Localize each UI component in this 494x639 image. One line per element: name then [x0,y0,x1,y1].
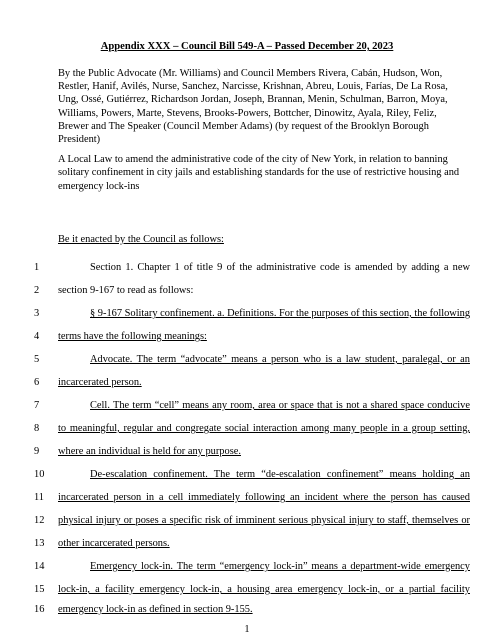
bill-text-line: to meaningful, regular and congregate social interaction among many people in a group setting, [58,423,470,434]
document-title: Appendix XXX – Council Bill 549-A – Passed December 20, 2023 [100,41,394,52]
line-number: 13 [34,538,45,549]
intro-line: Brewer and The Speaker (Council Member Adams) (by request of the Brooklyn Borough [58,120,429,132]
bill-text-line: lock-in, a facility emergency lock-in, a housing area emergency lock-in, or a partial facility [58,584,470,595]
line-number: 5 [34,354,40,365]
bill-text-line: Cell. The term “cell” means any room, area or space that is not a shared space conducive [90,400,470,411]
enacting-clause: Be it enacted by the Council as follows: [58,234,224,245]
bill-text-line: incarcerated person. [58,377,142,388]
bill-text-line: incarcerated person in a cell immediately following an incident where the person has caused [58,492,470,503]
intro-line: A Local Law to amend the administrative code of the city of New York, in relation to banning [58,154,448,166]
intro-line: Ung, Ossé, Gutiérrez, Richardson Jordan, Joseph, Brannan, Menin, Schulman, Barron, Moya, [58,94,448,106]
intro-spacer [58,146,478,153]
line-number: 14 [34,561,45,572]
intro-line: Williams, Powers, Marte, Stevens, Brooks-Powers, Bottcher, Dinowitz, Ayala, Riley, Feliz, [58,107,437,119]
page-number: 1 [244,624,250,635]
bill-text-line: physical injury or poses a specific risk of imminent serious physical injury to staff, themselves or [58,515,470,526]
intro-line: By the Public Advocate (Mr. Williams) and Council Members Rivera, Cabán, Hudson, Won, [58,68,443,79]
line-number: 8 [34,423,40,434]
line-number: 11 [34,492,45,503]
line-number: 1 [34,262,40,273]
line-number: 12 [34,515,45,526]
bill-text-line: terms have the following meanings: [58,331,207,342]
line-number: 16 [34,604,45,615]
line-number: 2 [34,285,40,296]
bill-text-line: section 9-167 to read as follows: [58,285,194,296]
bill-text-line: De-escalation confinement. The term “de-escalation confinement” means holding an [90,469,470,480]
line-number: 9 [34,446,40,457]
line-number: 7 [34,400,40,411]
line-number: 6 [34,377,40,388]
bill-text-line: Emergency lock-in. The term “emergency lock-in” means a department-wide emergency [90,561,470,572]
line-number: 10 [34,469,45,480]
intro-line: Restler, Hanif, Avilés, Nurse, Sanchez, Narcisse, Krishnan, Abreu, Louis, Farías, De La Rosa, [58,81,448,93]
bill-text-line: emergency lock-in as defined in section 9-155. [58,604,253,615]
intro-line: solitary confinement in city jails and establishing standards for the use of restrictive housing and [58,167,460,179]
bill-text-line: § 9-167 Solitary confinement. a. Definitions. For the purposes of this section, the following [90,308,471,319]
bill-text-line: Advocate. The term “advocate” means a person who is a law student, paralegal, or an [90,354,470,365]
bill-intro [58,67,478,193]
bill-text-line: where an individual is held for any purpose. [58,446,241,457]
intro-line: President) [58,134,101,146]
line-number: 4 [34,331,40,342]
bill-text-line: Section 1. Chapter 1 of title 9 of the administrative code is amended by adding a new [90,262,470,273]
bill-text-line: other incarcerated persons. [58,538,170,549]
intro-line: emergency lock-ins [58,180,140,192]
line-number: 15 [34,584,45,595]
line-number: 3 [34,308,40,319]
